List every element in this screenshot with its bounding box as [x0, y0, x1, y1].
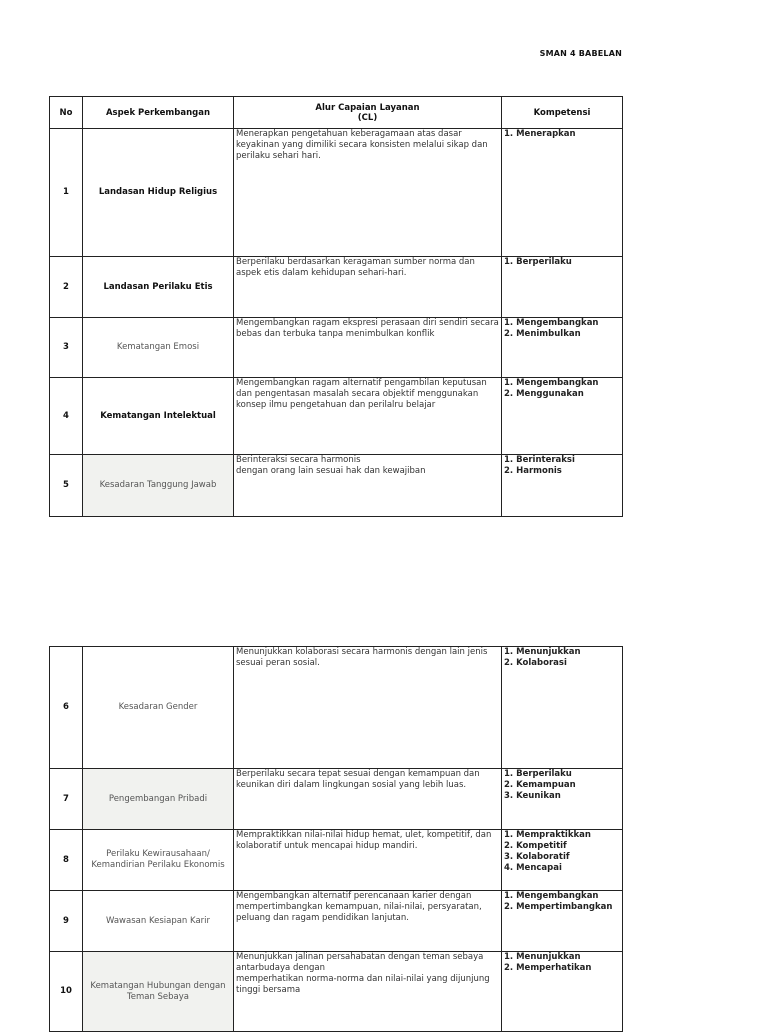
table-row	[50, 378, 623, 455]
competency-item: 2. Kolaborasi	[504, 658, 567, 668]
competency-table-2	[49, 646, 623, 1032]
table-row	[50, 891, 623, 952]
table-row	[50, 830, 623, 891]
row-number: 2	[50, 257, 83, 318]
competency-item: 2. Memperhatikan	[504, 963, 592, 973]
competency-item: 1. Menerapkan	[504, 129, 576, 139]
competency-cell	[502, 891, 623, 952]
table-row	[50, 647, 623, 769]
competency-cell	[502, 318, 623, 378]
table-header-row	[50, 97, 623, 129]
competency-item: 3. Kolaboratif	[504, 852, 570, 862]
aspect-cell: Perilaku Kewirausahaan/ Kemandirian Perilaku Ekonomis	[83, 830, 234, 891]
competency-cell	[502, 647, 623, 769]
aspect-cell: Kematangan Hubungan dengan Teman Sebaya	[83, 952, 234, 1032]
competency-item: 1. Menunjukkan	[504, 647, 581, 657]
competency-cell	[502, 455, 623, 517]
competency-cell	[502, 257, 623, 318]
column-header-no: No	[50, 97, 83, 129]
competency-cell	[502, 830, 623, 891]
row-number: 10	[50, 952, 83, 1032]
competency-item: 2. Menimbulkan	[504, 329, 581, 339]
service-outcome-cell	[234, 257, 502, 318]
competency-item: 4. Mencapai	[504, 863, 562, 873]
row-number: 5	[50, 455, 83, 517]
service-outcome-cell	[234, 129, 502, 257]
service-outcome-cell	[234, 952, 502, 1032]
competency-cell	[502, 952, 623, 1032]
service-outcome-text: Mempraktikkan nilai-nilai hidup hemat, ulet, kompetitif, dan kolaboratif untuk mencapai hidup mandiri.	[236, 830, 492, 851]
service-outcome-text: Menerapkan pengetahuan keberagamaan atas dasar keyakinan yang dimiliki secara konsisten melalui sikap dan perilaku sehari hari.	[236, 129, 488, 161]
row-number: 7	[50, 769, 83, 830]
row-number: 9	[50, 891, 83, 952]
aspect-cell: Kesadaran Tanggung Jawab	[83, 455, 234, 517]
service-outcome-cell	[234, 455, 502, 517]
row-number: 4	[50, 378, 83, 455]
competency-item: 2. Menggunakan	[504, 389, 584, 399]
table-row	[50, 455, 623, 517]
service-outcome-text: Mengembangkan ragam ekspresi perasaan diri sendiri secara bebas dan terbuka tanpa menimbulkan konflik	[236, 318, 499, 339]
service-outcome-text: Mengembangkan ragam alternatif pengambilan keputusan dan pengentasan masalah secara objektif menggunakan konsep ilmu pengetahuan dan perilalru belajar	[236, 378, 487, 410]
aspect-cell: Pengembangan Pribadi	[83, 769, 234, 830]
row-number: 6	[50, 647, 83, 769]
service-outcome-cell	[234, 769, 502, 830]
aspect-cell: Wawasan Kesiapan Karir	[83, 891, 234, 952]
service-outcome-text: Menunjukkan jalinan persahabatan dengan teman sebaya antarbudaya dengan memperhatikan norma-norma dan nilai-nilai yang dijunjung tinggi bersama	[236, 952, 490, 995]
competency-cell	[502, 129, 623, 257]
competency-cell	[502, 378, 623, 455]
aspect-cell: Kesadaran Gender	[83, 647, 234, 769]
aspect-cell: Landasan Perilaku Etis	[83, 257, 234, 318]
aspect-cell: Kematangan Intelektual	[83, 378, 234, 455]
competency-item: 2. Mempertimbangkan	[504, 902, 613, 912]
service-outcome-cell	[234, 647, 502, 769]
competency-item: 1. Mempraktikkan	[504, 830, 591, 840]
competency-item: 2. Harmonis	[504, 466, 562, 476]
service-outcome-text: Menunjukkan kolaborasi secara harmonis dengan lain jenis sesuai peran sosial.	[236, 647, 488, 668]
competency-item: 1. Mengembangkan	[504, 891, 599, 901]
competency-cell	[502, 769, 623, 830]
competency-table-1	[49, 96, 623, 517]
column-header-kompetensi: Kompetensi	[502, 97, 623, 129]
row-number: 8	[50, 830, 83, 891]
competency-item: 1. Berperilaku	[504, 769, 572, 779]
school-header: SMAN 4 BABELAN	[539, 49, 622, 56]
column-header-alur	[234, 97, 502, 129]
service-outcome-cell	[234, 378, 502, 455]
competency-item: 2. Kemampuan	[504, 780, 576, 790]
service-outcome-text: Berperilaku secara tepat sesuai dengan kemampuan dan keunikan diri dalam lingkungan sosial yang lebih luas.	[236, 769, 480, 790]
service-outcome-cell	[234, 891, 502, 952]
competency-item: 1. Mengembangkan	[504, 378, 599, 388]
row-number: 3	[50, 318, 83, 378]
competency-item: 1. Mengembangkan	[504, 318, 599, 328]
competency-item: 1. Berinteraksi	[504, 455, 575, 465]
service-outcome-cell	[234, 318, 502, 378]
table-row	[50, 318, 623, 378]
table-row	[50, 952, 623, 1032]
service-outcome-text: Mengembangkan alternatif perencanaan karier dengan mempertimbangkan kemampuan, nilai-nilai, persyaratan, peluang dan ragam pendidikan lanjutan.	[236, 891, 482, 923]
competency-item: 2. Kompetitif	[504, 841, 567, 851]
aspect-cell: Landasan Hidup Religius	[83, 129, 234, 257]
service-outcome-text: Berinteraksi secara harmonis dengan orang lain sesuai hak dan kewajiban	[236, 455, 426, 476]
table-row	[50, 257, 623, 318]
column-header-alur-line1: Alur Capaian Layanan	[315, 102, 420, 113]
row-number: 1	[50, 129, 83, 257]
competency-item: 1. Berperilaku	[504, 257, 572, 267]
table-row	[50, 129, 623, 257]
aspect-cell: Kematangan Emosi	[83, 318, 234, 378]
column-header-alur-line2: (CL)	[357, 112, 378, 123]
service-outcome-cell	[234, 830, 502, 891]
competency-item: 1. Menunjukkan	[504, 952, 581, 962]
service-outcome-text: Berperilaku berdasarkan keragaman sumber norma dan aspek etis dalam kehidupan sehari-hari.	[236, 257, 475, 278]
competency-item: 3. Keunikan	[504, 791, 561, 801]
table-row	[50, 769, 623, 830]
column-header-aspek: Aspek Perkembangan	[83, 97, 234, 129]
